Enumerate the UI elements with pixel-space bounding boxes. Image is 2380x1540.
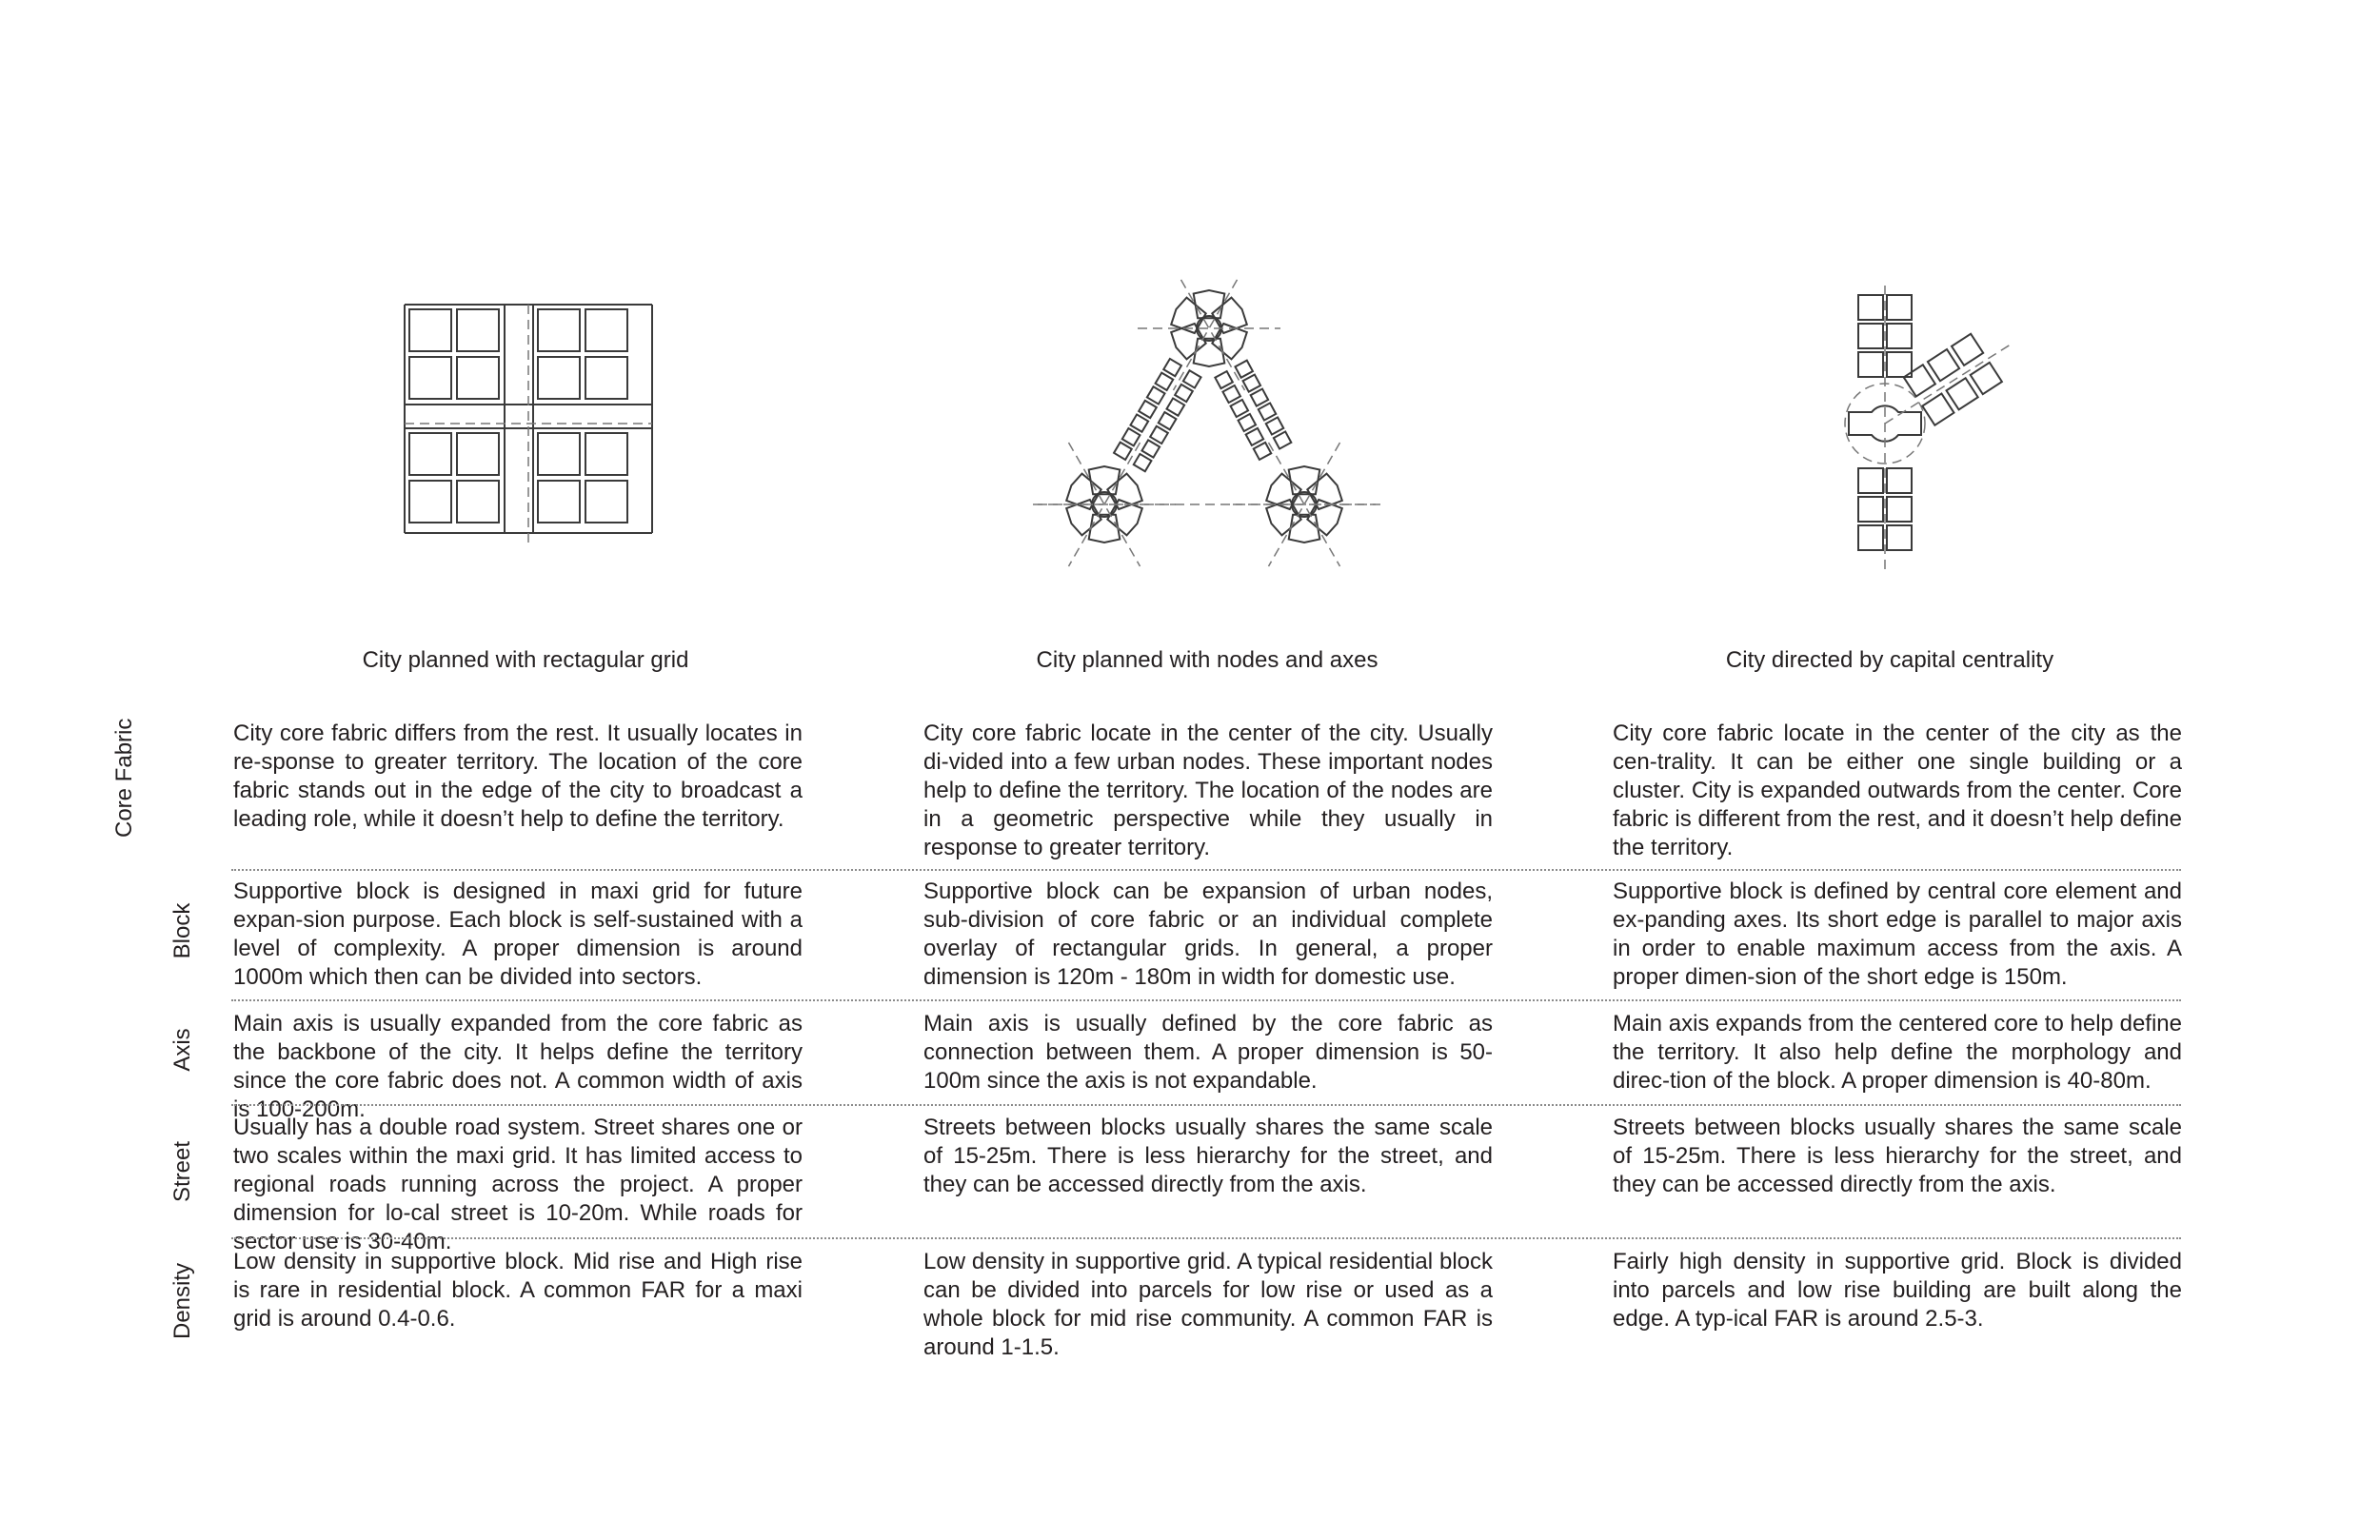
row-label-block: Block xyxy=(169,902,195,959)
cell-core-fabric-centrality: City core fabric locate in the center of the city as the cen-trality. It can be either one single building or a cluster. City is expanded outwards from the center. Core fabric is different from the rest, and it doesn’t help define the territory. xyxy=(1613,721,2182,860)
cell-axis-centrality: Main axis expands from the centered core to help define the territory. It also help define the morphology and direc-tion of the block. A proper dimension is 40-80m. xyxy=(1613,1011,2182,1094)
row-label-density: Density xyxy=(169,1262,195,1340)
cell-street-centrality: Streets between blocks usually shares the same scale of 15-25m. There is less hierarchy for the street, and they can be accessed directly from the axis. xyxy=(1613,1115,2182,1197)
row-divider xyxy=(231,999,2181,1001)
cell-density-nodes: Low density in supportive grid. A typical residential block can be divided into parcels for low rise or used as a whole block for mid rise community. A common FAR is around 1-1.5. xyxy=(923,1249,1493,1360)
row-label-axis: Axis xyxy=(169,1028,195,1072)
cell-core-fabric-grid: City core fabric differs from the rest. It usually locates in re-sponse to greater territory. The location of the core fabric stands out in the edge of the city to broadcast a leading role, while it doesn’t help to define the territory. xyxy=(233,721,803,832)
cell-street-nodes: Streets between blocks usually shares the same scale of 15-25m. There is less hierarchy for the street, and they can be accessed directly from the axis. xyxy=(923,1115,1493,1197)
row-label-core-fabric: Core Fabric xyxy=(111,718,137,838)
row-divider xyxy=(231,869,2181,871)
column-title-grid: City planned with rectagular grid xyxy=(362,647,689,673)
cell-block-nodes: Supportive block can be expansion of urban nodes, sub-division of core fabric or an individual complete overlay of rectangular grids. In general, a proper dimension is 120m - 180m in width for domestic use. xyxy=(923,879,1493,990)
row-divider xyxy=(231,1104,2181,1106)
cell-axis-grid: Main axis is usually expanded from the core fabric as the backbone of the city. It helps define the territory since the core fabric does not. A common width of axis is 100-200m. xyxy=(233,1011,803,1122)
cell-core-fabric-nodes: City core fabric locate in the center of the city. Usually di-vided into a few urban nodes. These important nodes help to define the territory. The location of the nodes are in a geometric perspective while they usually in response to greater territory. xyxy=(923,721,1493,860)
row-divider xyxy=(231,1237,2181,1239)
capital-centrality-diagram xyxy=(1828,286,2037,571)
cell-block-centrality: Supportive block is defined by central core element and ex-panding axes. Its short edge is parallel to major axis in order to enable maximum access from the axis. A proper dimen-sion of the short edge is 150m. xyxy=(1613,879,2182,990)
cell-block-grid: Supportive block is designed in maxi grid for future expan-sion purpose. Each block is self-sustained with a level of complexity. A proper dimension is around 1000m which then can be divided into sectors. xyxy=(233,879,803,990)
rectangular-grid-diagram xyxy=(400,300,657,547)
cell-street-grid: Usually has a double road system. Street shares one or two scales within the maxi grid. It has limited access to regional roads running across the project. A proper dimension for lo-cal street is 10-20m. While roads for sector use is 30-40m. xyxy=(233,1115,803,1254)
cell-density-grid: Low density in supportive block. Mid rise and High rise is rare in residential block. A common FAR for a maxi grid is around 0.4-0.6. xyxy=(233,1249,803,1332)
cell-density-centrality: Fairly high density in supportive grid. Block is divided into parcels and low rise building are built along the edge. A typ-ical FAR is around 2.5-3. xyxy=(1613,1249,2182,1332)
row-label-street: Street xyxy=(169,1140,195,1203)
column-title-nodes: City planned with nodes and axes xyxy=(1036,647,1378,673)
cell-axis-nodes: Main axis is usually defined by the core fabric as connection between them. A proper dimension is 50-100m since the axis is not expandable. xyxy=(923,1011,1493,1094)
column-title-centrality: City directed by capital centrality xyxy=(1725,647,2054,673)
nodes-and-axes-diagram xyxy=(1033,276,1385,581)
